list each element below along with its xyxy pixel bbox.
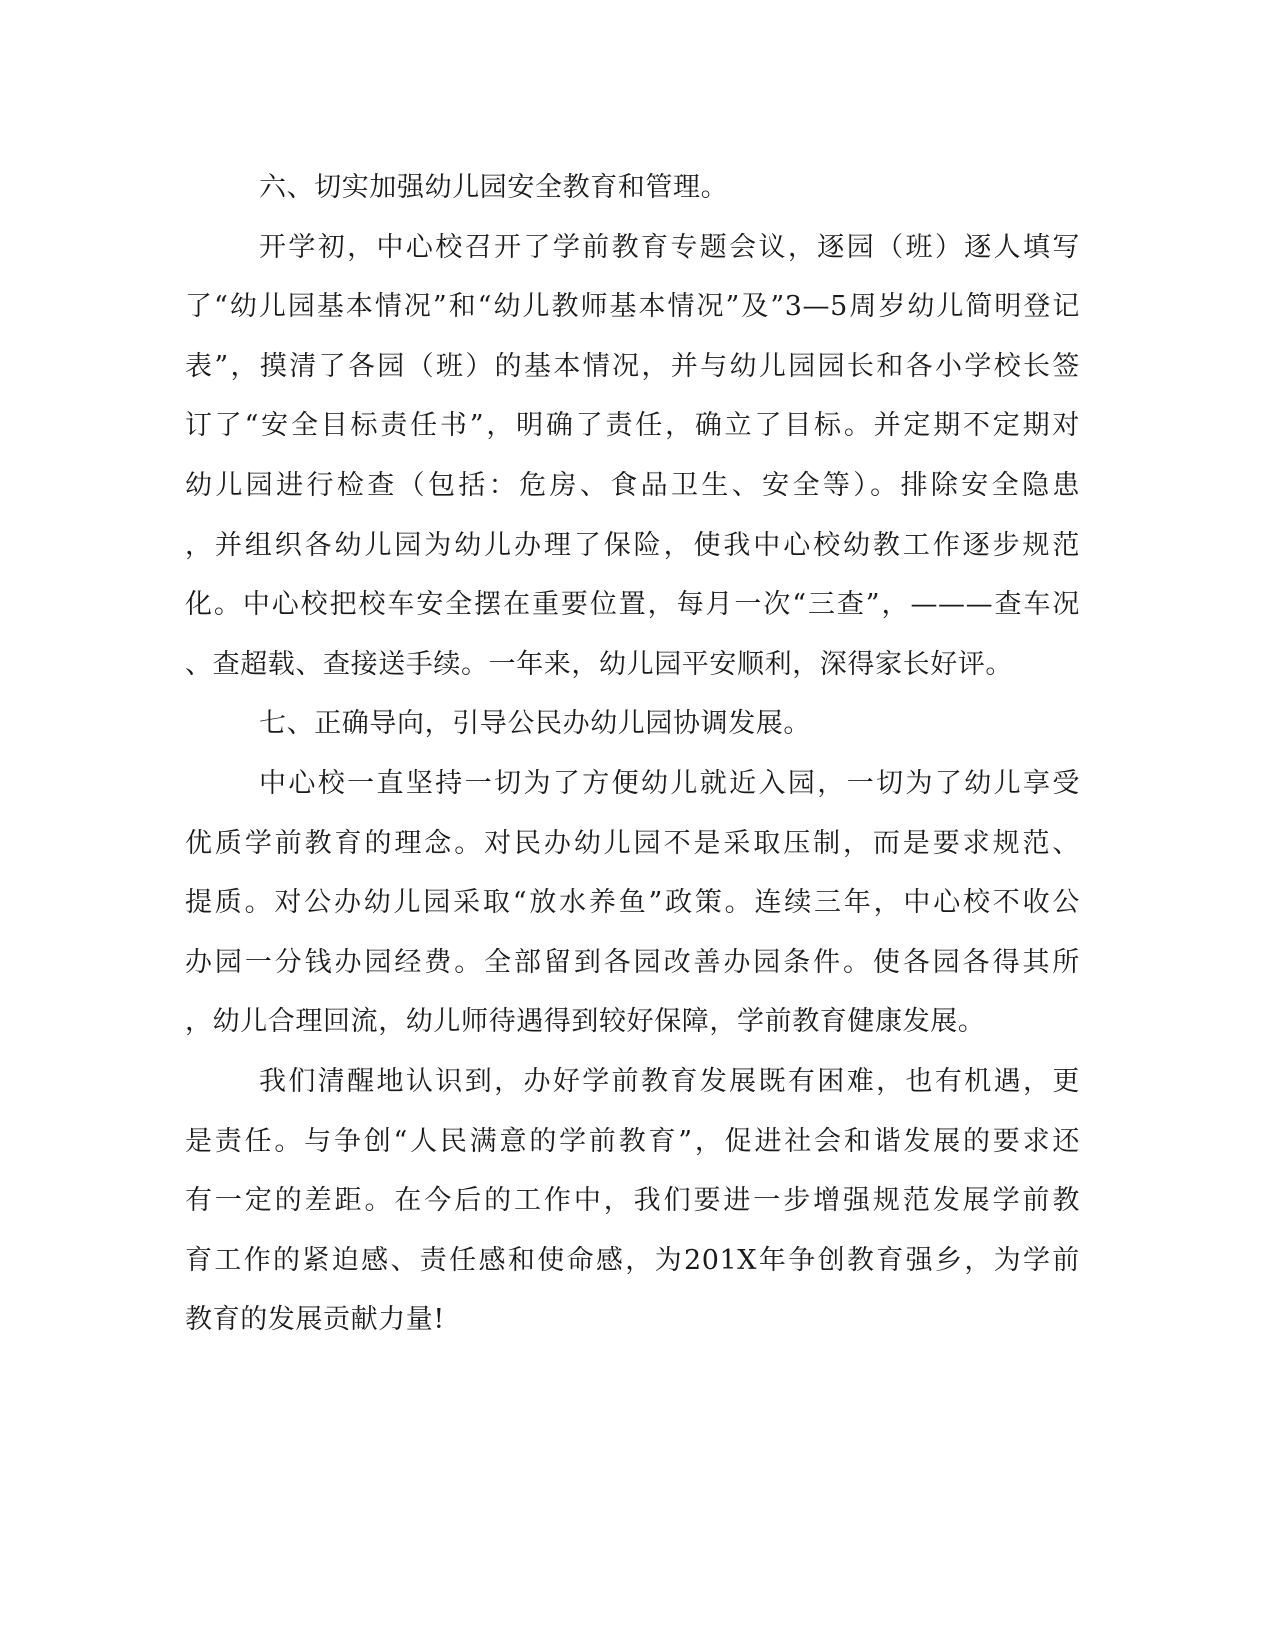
section-heading-seven xyxy=(185,694,1080,754)
paragraph-line: 表”，摸清了各园（班）的基本情况，并与幼儿园园长和各小学校长签 xyxy=(185,350,1080,382)
paragraph-line: 办园一分钱办园经费。全部留到各园改善办园条件。使各园各得其所 xyxy=(185,946,1080,978)
paragraph-line: 我们清醒地认识到，办好学前教育发展既有困难，也有机遇，更 xyxy=(259,1065,1080,1097)
heading-line: 六、切实加强幼儿园安全教育和管理。 xyxy=(259,172,729,203)
paragraph-private-kindergartens xyxy=(185,754,1080,1052)
paragraph-conclusion xyxy=(185,1052,1080,1350)
heading-line: 七、正确导向，引导公民办幼儿园协调发展。 xyxy=(259,708,811,740)
paragraph-line: 是责任。与争创“人民满意的学前教育”，促进社会和谐发展的要求还 xyxy=(185,1125,1080,1157)
paragraph-line: 订了“安全目标责任书”，明确了责任，确立了目标。并定期不定期对 xyxy=(185,410,1080,442)
paragraph-safety-management xyxy=(185,218,1080,695)
paragraph-line: 提质。对公办幼儿园采取“放水养鱼”政策。连续三年，中心校不收公 xyxy=(185,887,1080,919)
paragraph-line: 了“幼儿园基本情况”和“幼儿教师基本情况”及”3—5周岁幼儿简明登记 xyxy=(185,291,1080,323)
section-heading-six xyxy=(185,158,1080,218)
paragraph-line: 幼儿园进行检查（包括：危房、食品卫生、安全等）。排除安全隐患 xyxy=(185,469,1080,501)
paragraph-line: 育工作的紧迫感、责任感和使命感，为201X年争创教育强乡，为学前 xyxy=(185,1244,1080,1276)
paragraph-line: 有一定的差距。在今后的工作中，我们要进一步增强规范发展学前教 xyxy=(185,1185,1080,1217)
document-body xyxy=(185,158,1080,1350)
paragraph-line: 、查超载、查接送手续。一年来，幼儿园平安顺利，深得家长好评。 xyxy=(185,648,1013,680)
paragraph-line: ，幼儿合理回流，幼儿师待遇得到较好保障，学前教育健康发展。 xyxy=(185,1006,986,1038)
paragraph-line: 开学初，中心校召开了学前教育专题会议，逐园（班）逐人填写 xyxy=(259,231,1080,263)
paragraph-line: 优质学前教育的理念。对民办幼儿园不是采取压制，而是要求规范、 xyxy=(185,827,1080,859)
paragraph-line: 中心校一直坚持一切为了方便幼儿就近入园，一切为了幼儿享受 xyxy=(259,767,1080,799)
paragraph-line: 化。中心校把校车安全摆在重要位置，每月一次“三查”，———查车况 xyxy=(185,589,1080,621)
paragraph-line: 教育的发展贡献力量! xyxy=(185,1304,445,1336)
paragraph-line: ，并组织各幼儿园为幼儿办理了保险，使我中心校幼教工作逐步规范 xyxy=(185,529,1080,561)
